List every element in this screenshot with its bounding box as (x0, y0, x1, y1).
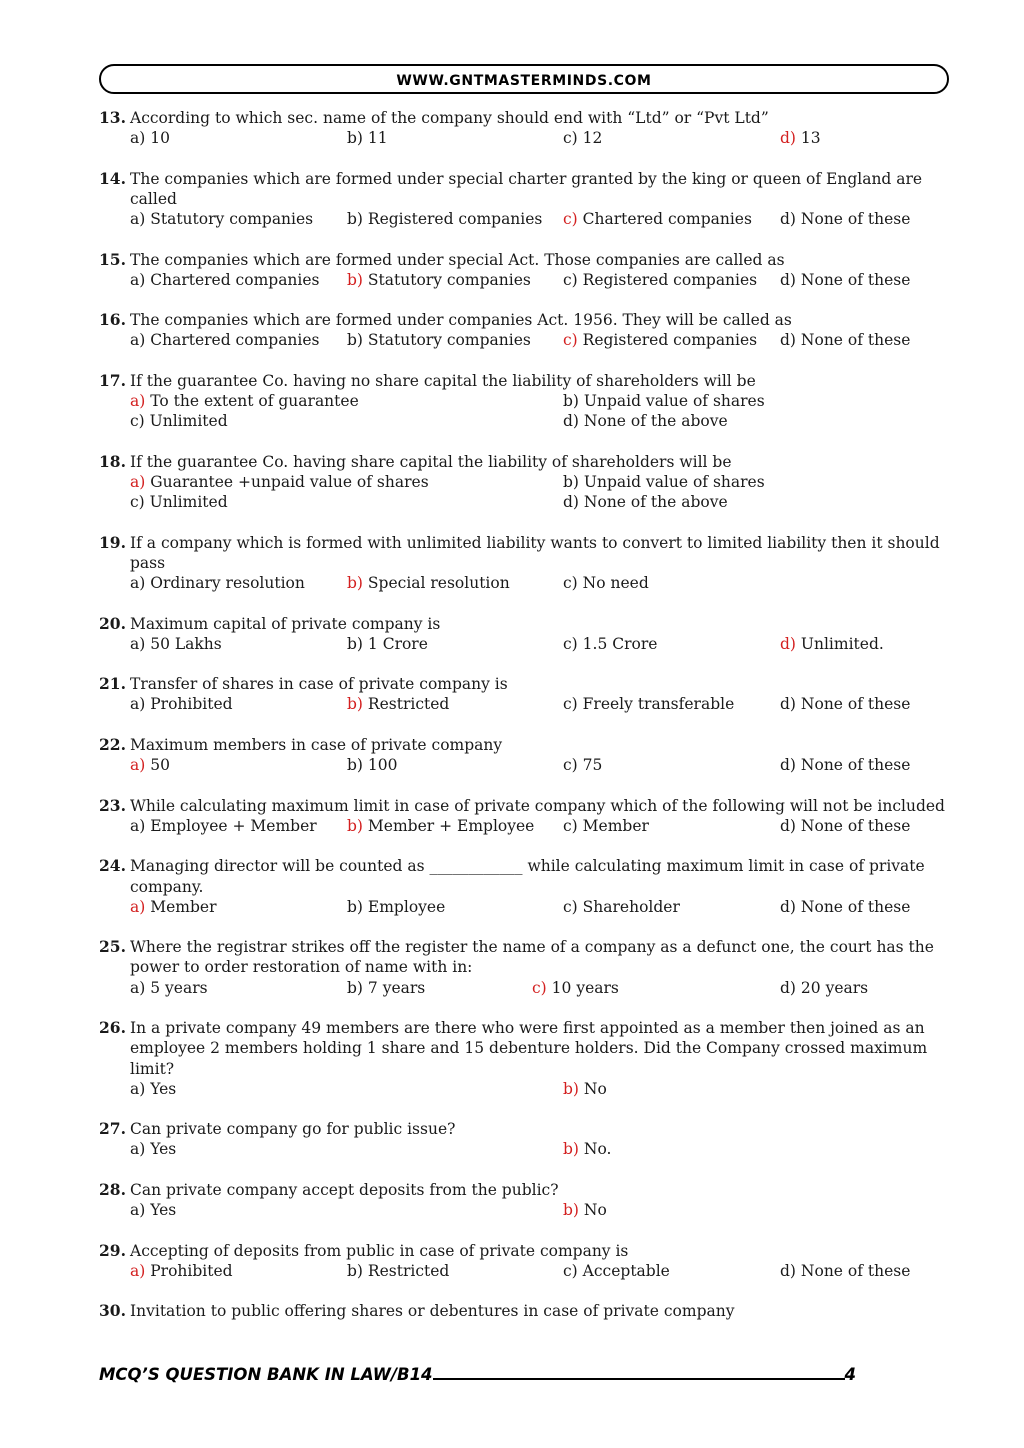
answer-option (130, 209, 313, 229)
answer-option (130, 694, 233, 714)
option-letter: b) (347, 634, 363, 653)
answer-option (563, 816, 649, 836)
option-letter: b) (347, 331, 363, 350)
answer-option (130, 492, 228, 512)
option-text: Statutory companies (150, 210, 314, 229)
option-text: Chartered companies (582, 210, 752, 229)
option-letter: c) (563, 756, 578, 775)
question-item (99, 1180, 959, 1220)
answer-option (347, 694, 449, 714)
option-text: 1.5 Crore (582, 634, 658, 653)
option-text: Member (150, 897, 217, 916)
answer-option (130, 1261, 233, 1281)
option-letter: c) (130, 412, 145, 431)
answer-option (130, 411, 228, 431)
option-letter: c) (563, 210, 578, 229)
question-number: 15. (99, 249, 126, 269)
question-text: If the guarantee Co. having share capital the liability of shareholders will be (130, 452, 732, 471)
question-text: Where the registrar strikes off the register the name of a company as a defunct one, the court has the power to order restoration of name with in: (130, 938, 934, 977)
option-text: No. (583, 1140, 612, 1159)
option-letter: b) (347, 210, 363, 229)
answer-option (563, 391, 765, 411)
option-letter: c) (563, 331, 578, 350)
option-text: Unlimited. (800, 634, 884, 653)
options-row (130, 897, 959, 917)
answer-option (563, 634, 657, 654)
option-text: 11 (367, 129, 388, 148)
option-text: Prohibited (150, 695, 233, 714)
option-text: 50 Lakhs (150, 634, 222, 653)
answer-option (780, 634, 884, 654)
option-letter: b) (347, 978, 363, 997)
option-letter: d) (780, 695, 796, 714)
question-text: While calculating maximum limit in case of private company which of the following will not be included (130, 796, 945, 815)
question-text: The companies which are formed under companies Act. 1956. They will be called as (130, 311, 792, 330)
question-text: Maximum capital of private company is (130, 614, 441, 633)
answer-option (347, 897, 445, 917)
option-letter: b) (347, 695, 363, 714)
option-letter: a) (130, 1201, 146, 1220)
options-row (130, 634, 959, 654)
option-text: 10 (150, 129, 170, 148)
options-row (130, 330, 959, 350)
question-text: In a private company 49 members are there who were first appointed as a member then joined as an employee 2 members holding 1 share and 15 debenture holders. Did the Company crossed maximum limit? (130, 1019, 928, 1078)
answer-option (347, 330, 531, 350)
question-item (99, 937, 959, 998)
option-letter: d) (563, 412, 579, 431)
options-row (130, 1079, 959, 1099)
answer-option (780, 755, 910, 775)
answer-option (347, 755, 398, 775)
answer-option (532, 978, 619, 998)
options-row (130, 816, 959, 836)
answer-option (780, 897, 910, 917)
option-letter: b) (347, 897, 363, 916)
option-text: None of the above (583, 412, 728, 431)
option-text: 13 (800, 129, 821, 148)
option-letter: b) (347, 574, 363, 593)
option-letter: a) (130, 978, 146, 997)
options-row (130, 755, 959, 775)
option-letter: b) (563, 392, 579, 411)
option-text: 12 (582, 129, 603, 148)
option-letter: a) (130, 473, 146, 492)
question-item (99, 1119, 959, 1159)
option-text: 5 years (150, 978, 208, 997)
option-letter: a) (130, 210, 146, 229)
option-text: Registered companies (582, 270, 758, 289)
option-text: None of these (800, 897, 911, 916)
option-letter: a) (130, 1261, 146, 1280)
options-row (130, 209, 959, 229)
option-text: None of these (800, 695, 911, 714)
answer-option (780, 270, 910, 290)
answer-option (347, 270, 531, 290)
option-text: Restricted (367, 1261, 450, 1280)
option-letter: a) (130, 574, 146, 593)
option-text: Statutory companies (367, 331, 531, 350)
options-row (130, 573, 959, 593)
option-letter: c) (563, 129, 578, 148)
question-number: 23. (99, 795, 126, 815)
option-letter: d) (563, 493, 579, 512)
answer-option (563, 330, 757, 350)
option-text: Ordinary resolution (150, 574, 305, 593)
option-text: Acceptable (582, 1261, 670, 1280)
option-text: None of the above (583, 493, 728, 512)
options-row (130, 1200, 959, 1220)
answer-option (130, 978, 208, 998)
question-number: 18. (99, 451, 126, 471)
option-letter: c) (563, 695, 578, 714)
options-row (130, 978, 959, 998)
answer-option (780, 694, 910, 714)
option-text: Member + Employee (367, 816, 535, 835)
option-text: Yes (150, 1079, 177, 1098)
option-letter: d) (780, 270, 796, 289)
question-item (99, 1301, 959, 1321)
answer-option (563, 1200, 607, 1220)
options-row (130, 391, 959, 411)
answer-option (130, 330, 320, 350)
question-text: If the guarantee Co. having no share capital the liability of shareholders will be (130, 371, 756, 390)
option-letter: a) (130, 1140, 146, 1159)
question-text: According to which sec. name of the company should end with “Ltd” or “Pvt Ltd” (130, 109, 769, 127)
option-text: 7 years (367, 978, 426, 997)
answer-option (130, 816, 317, 836)
question-item (99, 856, 959, 917)
option-letter: b) (347, 270, 363, 289)
option-text: No need (582, 574, 649, 593)
answer-option (780, 1261, 910, 1281)
answer-option (563, 755, 602, 775)
option-letter: b) (563, 1079, 579, 1098)
question-item (99, 1241, 959, 1281)
option-letter: a) (130, 129, 146, 148)
option-letter: c) (532, 978, 547, 997)
option-letter: d) (780, 129, 796, 148)
option-text: No (583, 1201, 607, 1220)
option-text: Registered companies (582, 331, 758, 350)
option-text: Employee + Member (150, 816, 317, 835)
question-text: Transfer of shares in case of private company is (130, 675, 508, 694)
option-letter: a) (130, 756, 146, 775)
option-letter: a) (130, 331, 146, 350)
options-row (130, 128, 959, 148)
question-number: 14. (99, 168, 126, 188)
options-row (130, 1261, 959, 1281)
option-letter: a) (130, 695, 146, 714)
option-text: Unlimited (149, 412, 228, 431)
option-letter: b) (563, 1201, 579, 1220)
answer-option (563, 128, 602, 148)
option-letter: c) (563, 1261, 578, 1280)
question-number: 20. (99, 613, 126, 633)
answer-option (347, 1261, 449, 1281)
question-item (99, 169, 959, 230)
option-text: None of these (800, 756, 911, 775)
answer-option (780, 209, 910, 229)
site-url: WWW.GNTMASTERMINDS.COM (396, 73, 652, 89)
option-text: Chartered companies (150, 270, 320, 289)
question-item (99, 1018, 959, 1099)
option-letter: a) (130, 634, 146, 653)
option-text: Member (582, 816, 649, 835)
option-letter: c) (563, 270, 578, 289)
answer-option (563, 472, 765, 492)
question-text: The companies which are formed under special Act. Those companies are called as (130, 250, 785, 269)
footer-title: MCQ’S QUESTION BANK IN LAW/B14 (99, 1365, 433, 1384)
option-letter: c) (563, 574, 578, 593)
option-letter: a) (130, 816, 146, 835)
question-list (99, 108, 959, 1342)
option-letter: d) (780, 978, 796, 997)
option-letter: d) (780, 816, 796, 835)
question-item (99, 735, 959, 775)
option-letter: d) (780, 897, 796, 916)
question-number: 21. (99, 674, 126, 694)
answer-option (780, 330, 910, 350)
question-number: 17. (99, 370, 126, 390)
answer-option (563, 1079, 607, 1099)
option-text: Chartered companies (150, 331, 320, 350)
question-item (99, 533, 959, 594)
options-row (130, 492, 959, 512)
answer-option (130, 1200, 176, 1220)
option-text: Restricted (367, 695, 450, 714)
question-number: 16. (99, 310, 126, 330)
answer-option (130, 1079, 176, 1099)
option-letter: b) (347, 1261, 363, 1280)
option-letter: c) (130, 493, 145, 512)
option-text: Yes (150, 1140, 177, 1159)
answer-option (780, 128, 821, 148)
option-text: None of these (800, 816, 911, 835)
option-text: Yes (150, 1201, 177, 1220)
answer-option (130, 573, 305, 593)
option-text: Unpaid value of shares (583, 392, 765, 411)
option-text: None of these (800, 210, 911, 229)
option-text: 1 Crore (367, 634, 428, 653)
option-letter: a) (130, 897, 146, 916)
option-text: 100 (367, 756, 398, 775)
answer-option (347, 128, 388, 148)
answer-option (563, 897, 680, 917)
answer-option (130, 634, 222, 654)
answer-option (130, 897, 216, 917)
answer-option (347, 978, 425, 998)
option-text: None of these (800, 331, 911, 350)
answer-option (347, 209, 542, 229)
answer-option (130, 391, 359, 411)
question-item (99, 108, 959, 148)
option-letter: b) (563, 1140, 579, 1159)
option-text: Prohibited (150, 1261, 233, 1280)
options-row (130, 694, 959, 714)
option-letter: d) (780, 634, 796, 653)
question-number: 13. (99, 108, 126, 127)
options-row (130, 270, 959, 290)
footer-rule (433, 1364, 845, 1380)
question-item (99, 452, 959, 513)
question-number: 30. (99, 1301, 126, 1321)
option-letter: c) (563, 634, 578, 653)
option-letter: b) (347, 756, 363, 775)
question-item (99, 250, 959, 290)
option-text: Guarantee +unpaid value of shares (150, 473, 429, 492)
option-letter: a) (130, 392, 146, 411)
option-letter: b) (347, 129, 363, 148)
option-text: Employee (367, 897, 446, 916)
answer-option (347, 634, 428, 654)
answer-option (563, 694, 734, 714)
option-letter: a) (130, 1079, 146, 1098)
question-number: 19. (99, 532, 126, 552)
option-text: Special resolution (367, 574, 510, 593)
answer-option (780, 816, 910, 836)
answer-option (130, 270, 320, 290)
question-item (99, 674, 959, 714)
option-letter: c) (563, 816, 578, 835)
question-number: 26. (99, 1018, 126, 1038)
option-text: None of these (800, 270, 911, 289)
options-row (130, 472, 959, 492)
answer-option (563, 573, 649, 593)
option-text: Statutory companies (367, 270, 531, 289)
option-letter: d) (780, 756, 796, 775)
options-row (130, 411, 959, 431)
option-text: No (583, 1079, 607, 1098)
option-letter: c) (563, 897, 578, 916)
option-text: 50 (150, 756, 170, 775)
option-text: Unlimited (149, 493, 228, 512)
option-letter: d) (780, 1261, 796, 1280)
question-text: Invitation to public offering shares or debentures in case of private company (130, 1302, 735, 1321)
question-item (99, 614, 959, 654)
answer-option (563, 411, 728, 431)
option-text: Registered companies (367, 210, 543, 229)
option-letter: b) (563, 473, 579, 492)
option-text: Freely transferable (582, 695, 735, 714)
option-text: To the extent of guarantee (150, 392, 359, 411)
question-text: Can private company go for public issue? (130, 1120, 456, 1139)
option-letter: d) (780, 331, 796, 350)
answer-option (563, 492, 728, 512)
option-text: 20 years (800, 978, 869, 997)
answer-option (130, 128, 170, 148)
question-item (99, 796, 959, 836)
question-number: 22. (99, 734, 126, 754)
page-footer (99, 1364, 929, 1384)
option-letter: d) (780, 210, 796, 229)
question-item (99, 310, 959, 350)
options-row (130, 1139, 959, 1159)
answer-option (563, 1261, 670, 1281)
option-text: 75 (582, 756, 603, 775)
answer-option (563, 209, 752, 229)
option-text: Shareholder (582, 897, 680, 916)
question-text: Accepting of deposits from public in case of private company is (130, 1241, 629, 1260)
question-text: If a company which is formed with unlimited liability wants to convert to limited liability then it should pass (130, 533, 940, 572)
answer-option (130, 755, 170, 775)
question-text: Can private company accept deposits from the public? (130, 1180, 559, 1199)
option-text: 10 years (551, 978, 619, 997)
question-number: 27. (99, 1119, 126, 1139)
answer-option (347, 573, 510, 593)
answer-option (780, 978, 868, 998)
question-text: The companies which are formed under special charter granted by the king or queen of England are called (130, 169, 923, 208)
option-text: Unpaid value of shares (583, 473, 765, 492)
site-banner (99, 64, 949, 94)
question-number: 29. (99, 1240, 126, 1260)
option-letter: b) (347, 816, 363, 835)
question-text: Managing director will be counted as ____________ while calculating maximum limit in case of private company. (130, 857, 925, 896)
answer-option (130, 1139, 176, 1159)
question-number: 25. (99, 937, 126, 957)
answer-option (563, 1139, 611, 1159)
question-text: Maximum members in case of private company (130, 735, 503, 754)
question-number: 24. (99, 856, 126, 876)
answer-option (563, 270, 757, 290)
page-number: 4 (844, 1365, 857, 1384)
question-item (99, 371, 959, 432)
answer-option (130, 472, 429, 492)
question-number: 28. (99, 1179, 126, 1199)
answer-option (347, 816, 534, 836)
option-letter: a) (130, 270, 146, 289)
option-text: None of these (800, 1261, 911, 1280)
